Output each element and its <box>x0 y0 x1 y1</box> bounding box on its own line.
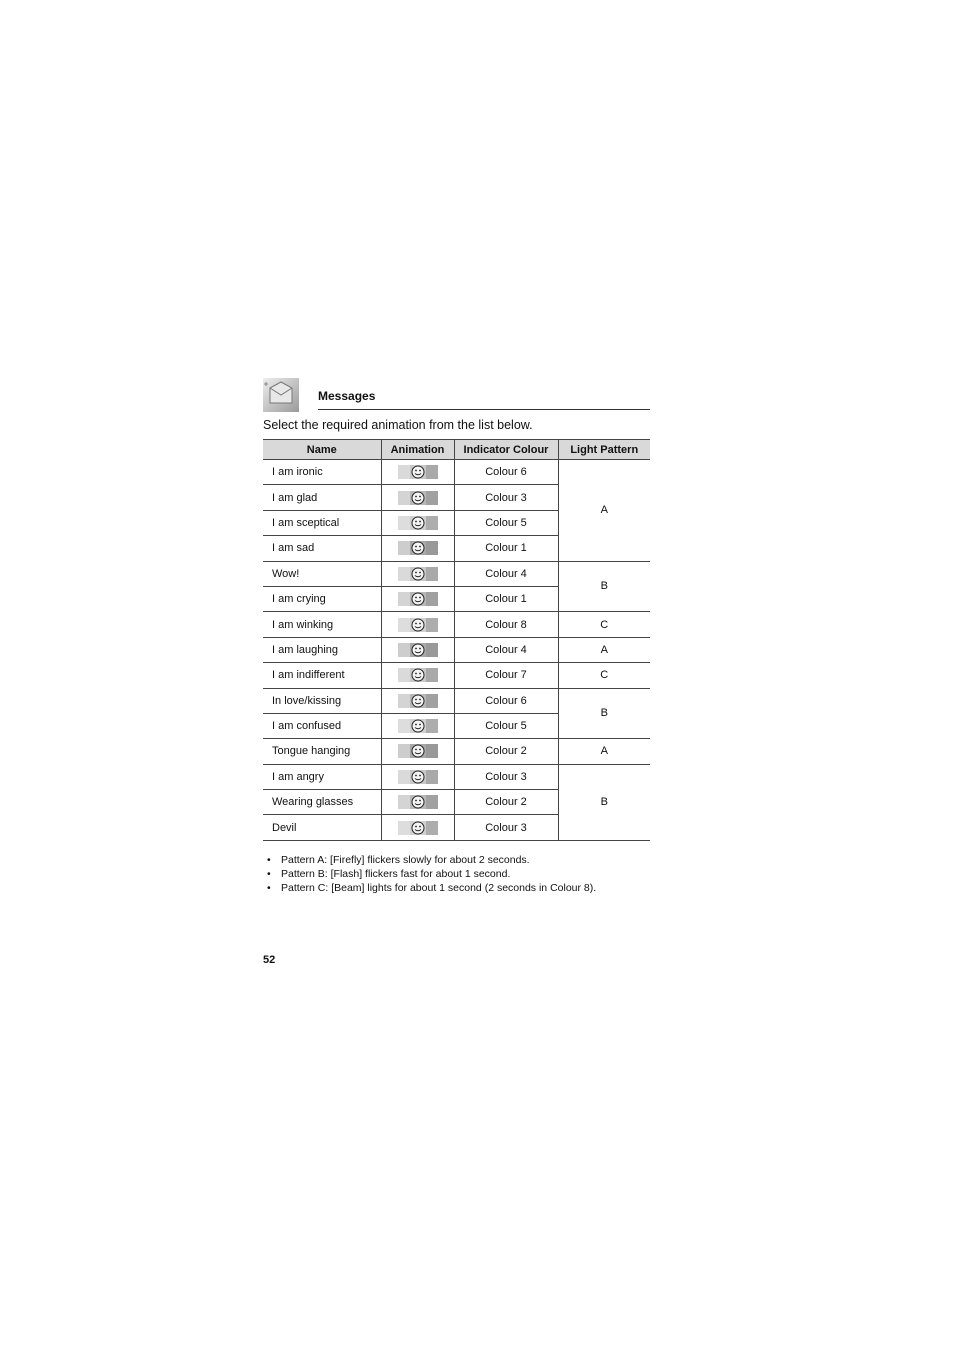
row-light-pattern: C <box>558 612 650 637</box>
row-indicator-colour: Colour 7 <box>454 663 558 688</box>
page-number: 52 <box>263 954 276 966</box>
row-name: Wow! <box>263 561 381 586</box>
col-header-name: Name <box>263 440 381 460</box>
smiley-animation-icon <box>398 618 438 632</box>
note-item: • Pattern A: [Firefly] flickers slowly for about 2 seconds. <box>263 853 596 867</box>
row-animation <box>381 663 454 688</box>
row-animation <box>381 688 454 713</box>
smiley-animation-icon <box>398 567 438 581</box>
row-indicator-colour: Colour 1 <box>454 586 558 611</box>
row-indicator-colour: Colour 6 <box>454 460 558 485</box>
row-name: I am crying <box>263 586 381 611</box>
row-light-pattern: A <box>558 460 650 562</box>
row-name: Tongue hanging <box>263 739 381 764</box>
table-row <box>263 663 650 688</box>
row-name: I am laughing <box>263 637 381 662</box>
row-animation <box>381 460 454 485</box>
smiley-animation-icon <box>398 744 438 758</box>
row-name: Wearing glasses <box>263 790 381 815</box>
row-animation <box>381 561 454 586</box>
row-light-pattern: B <box>558 561 650 612</box>
row-name: I am angry <box>263 764 381 789</box>
animation-table <box>263 439 650 841</box>
smiley-animation-icon <box>398 795 438 809</box>
row-name: I am glad <box>263 485 381 510</box>
note-item: • Pattern B: [Flash] flickers fast for about 1 second. <box>263 867 596 881</box>
section-title: Messages <box>318 389 376 403</box>
row-indicator-colour: Colour 1 <box>454 536 558 561</box>
smiley-animation-icon <box>398 770 438 784</box>
smiley-animation-icon <box>398 643 438 657</box>
row-indicator-colour: Colour 2 <box>454 790 558 815</box>
row-indicator-colour: Colour 6 <box>454 688 558 713</box>
envelope-icon <box>263 378 299 412</box>
row-light-pattern: B <box>558 764 650 840</box>
row-light-pattern: A <box>558 637 650 662</box>
note-item: • Pattern C: [Beam] lights for about 1 second (2 seconds in Colour 8). <box>263 881 596 895</box>
row-indicator-colour: Colour 3 <box>454 815 558 840</box>
smiley-animation-icon <box>398 668 438 682</box>
intro-text: Select the required animation from the list below. <box>263 418 533 432</box>
row-indicator-colour: Colour 4 <box>454 561 558 586</box>
row-animation <box>381 637 454 662</box>
smiley-animation-icon <box>398 821 438 835</box>
table-row <box>263 688 650 713</box>
row-name: I am confused <box>263 713 381 738</box>
table-row <box>263 764 650 789</box>
row-name: In love/kissing <box>263 688 381 713</box>
smiley-animation-icon <box>398 541 438 555</box>
row-light-pattern: A <box>558 739 650 764</box>
table-row <box>263 460 650 485</box>
row-indicator-colour: Colour 5 <box>454 510 558 535</box>
row-indicator-colour: Colour 4 <box>454 637 558 662</box>
row-animation <box>381 510 454 535</box>
col-header-animation: Animation <box>381 440 454 460</box>
row-animation <box>381 485 454 510</box>
header-rule <box>318 409 650 410</box>
col-header-light-pattern: Light Pattern <box>558 440 650 460</box>
row-name: I am sceptical <box>263 510 381 535</box>
row-animation <box>381 790 454 815</box>
row-animation <box>381 586 454 611</box>
row-name: I am winking <box>263 612 381 637</box>
table-body <box>263 460 650 841</box>
smiley-animation-icon <box>398 465 438 479</box>
row-animation <box>381 739 454 764</box>
row-light-pattern: B <box>558 688 650 739</box>
table-row <box>263 637 650 662</box>
smiley-animation-icon <box>398 516 438 530</box>
row-indicator-colour: Colour 3 <box>454 485 558 510</box>
table-row <box>263 612 650 637</box>
row-light-pattern: C <box>558 663 650 688</box>
row-name: I am ironic <box>263 460 381 485</box>
smiley-animation-icon <box>398 592 438 606</box>
table-row <box>263 561 650 586</box>
table-row <box>263 739 650 764</box>
table-header-row <box>263 440 650 460</box>
row-indicator-colour: Colour 2 <box>454 739 558 764</box>
smiley-animation-icon <box>398 491 438 505</box>
row-indicator-colour: Colour 5 <box>454 713 558 738</box>
row-indicator-colour: Colour 8 <box>454 612 558 637</box>
col-header-indicator-colour: Indicator Colour <box>454 440 558 460</box>
row-animation <box>381 612 454 637</box>
row-name: I am indifferent <box>263 663 381 688</box>
section-header <box>263 378 650 412</box>
row-name: I am sad <box>263 536 381 561</box>
smiley-animation-icon <box>398 694 438 708</box>
pattern-notes <box>263 853 596 895</box>
row-animation <box>381 815 454 840</box>
manual-page <box>263 378 650 966</box>
row-indicator-colour: Colour 3 <box>454 764 558 789</box>
row-animation <box>381 764 454 789</box>
smiley-animation-icon <box>398 719 438 733</box>
row-animation <box>381 713 454 738</box>
row-name: Devil <box>263 815 381 840</box>
row-animation <box>381 536 454 561</box>
